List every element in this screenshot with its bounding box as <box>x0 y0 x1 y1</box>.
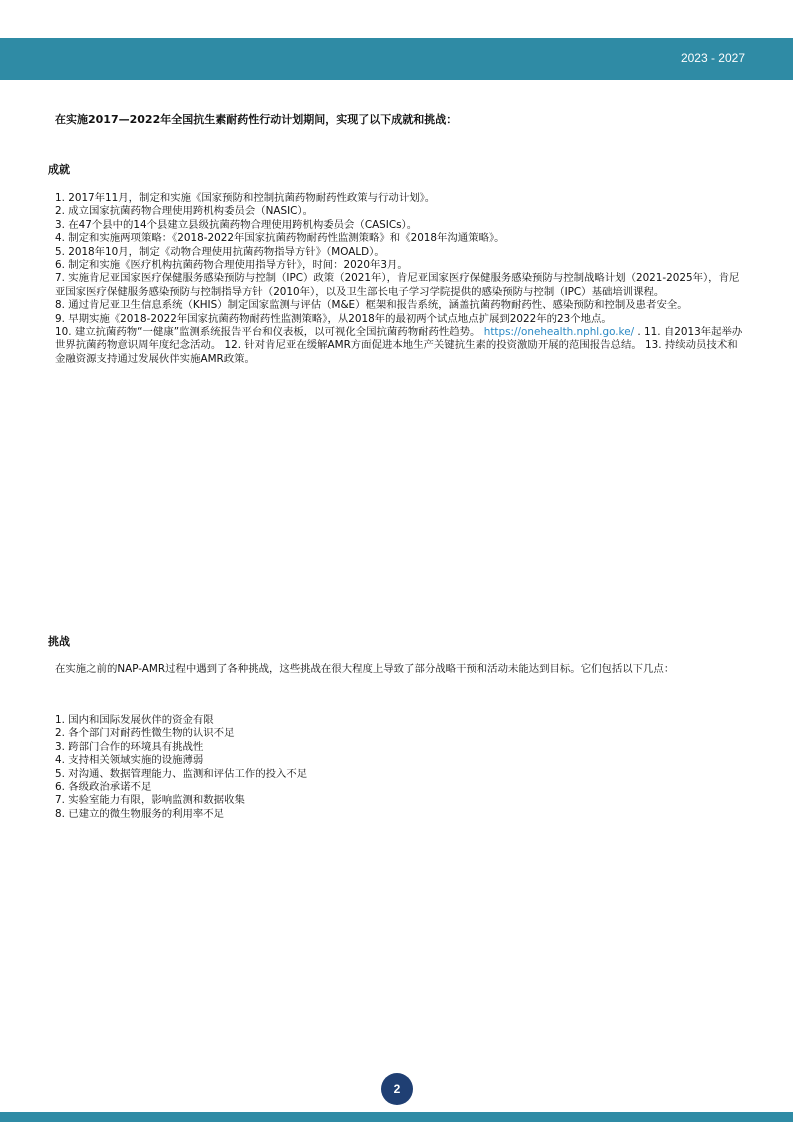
list-item: 7. 实施肯尼亚国家医疗保健服务感染预防与控制（IPC）政策（2021年），肯尼亚国家医疗保健服务感染预防与控制战略计划（2021-2025年），肯尼亚国家医疗保健服务感染预防与控制指导方针（2010年），以及卫生部长电子学习学院提供的感染预防与控制（IPC）基础培训课程。 <box>55 272 740 298</box>
list-item: 3. 跨部门合作的环境具有挑战性 <box>55 740 204 753</box>
list-item: 4. 支持相关领域实施的设施薄弱 <box>55 754 204 767</box>
achievements-heading: 成就 <box>48 163 70 176</box>
list-item: 2. 各个部门对耐药性微生物的认识不足 <box>55 727 235 740</box>
list-item: 6. 各级政治承诺不足 <box>55 781 152 794</box>
challenges-heading: 挑战 <box>48 635 70 648</box>
list-item: 5. 对沟通、数据管理能力、监测和评估工作的投入不足 <box>55 767 308 780</box>
challenges-intro: 在实施之前的NAP-AMR过程中遇到了各种挑战，这些挑战在很大程度上导致了部分战略干预和活动未能达到目标。它们包括以下几点： <box>55 663 675 675</box>
list-item: 4. 制定和实施两项策略：《2018-2022年国家抗菌药物耐药性监测策略》和《2018年沟通策略》。 <box>55 232 505 245</box>
list-item: 1. 2017年11月，制定和实施《国家预防和控制抗菌药物耐药性政策与行动计划》。 <box>55 192 436 204</box>
list-item: 1. 国内和国际发展伙伴的资金有限 <box>55 714 214 726</box>
challenges-list <box>55 714 747 821</box>
list-item: 6. 制定和实施《医疗机构抗菌药物合理使用指导方针》，时间：2020年3月。 <box>55 259 408 272</box>
list-item <box>55 326 747 366</box>
list-item: 8. 已建立的微生物服务的利用率不足 <box>55 807 225 820</box>
header-years: 2023 - 2027 <box>680 51 745 65</box>
list-item: 8. 通过肯尼亚卫生信息系统（KHIS）制定国家监测与评估（M&E）框架和报告系统，涵盖抗菌药物耐药性、感染预防和控制及患者安全。 <box>55 299 688 312</box>
item10-text: 10. 建立抗菌药物“一健康”监测系统报告平台和仪表板，以可视化全国抗菌药物耐药性趋势。 <box>55 326 484 339</box>
list-item: 5. 2018年10月，制定《动物合理使用抗菌药物指导方针》（MOALD）。 <box>55 245 385 258</box>
list-item: 3. 在47个县中的14个县建立县级抗菌药物合理使用跨机构委员会（CASICs）。 <box>55 218 418 231</box>
footer-bar <box>0 1112 793 1122</box>
achievements-list <box>55 192 747 366</box>
list-item: 9. 早期实施《2018-2022年国家抗菌药物耐药性监测策略》，从2018年的最初两个试点地点扩展到2022年的23个地点。 <box>55 312 612 325</box>
list-item: 7. 实验室能力有限，影响监测和数据收集 <box>55 794 245 807</box>
intro-text: 在实施2017—2022年全国抗生素耐药性行动计划期间，实现了以下成就和挑战： <box>55 113 458 126</box>
page-number: 2 <box>381 1073 413 1105</box>
list-item: 2. 成立国家抗菌药物合理使用跨机构委员会（NASIC）。 <box>55 205 314 218</box>
onehealth-link[interactable]: https://onehealth.nphl.go.ke/ <box>483 326 635 339</box>
header-bar <box>0 38 793 80</box>
item10-rest: . 11. 自2013年起举办世界抗菌药物意识周年度纪念活动。 12. 针对肯尼亚在缓解AMR方面促进本地生产关键抗生素的投资激励开展的范围报告总结。 13. 持续动员技术和金融资源支持通过发展伙伴实施AMR政策。 <box>55 326 743 365</box>
